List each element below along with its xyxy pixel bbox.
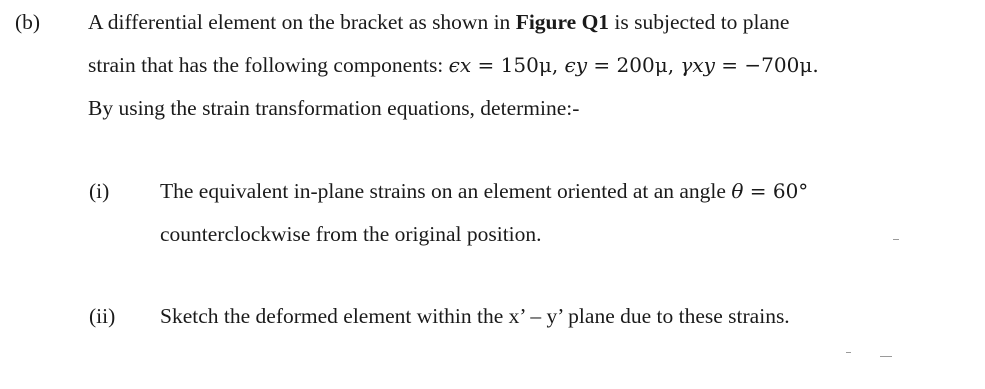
theta-equation: θ = 60° bbox=[731, 179, 809, 203]
theta-symbol: θ bbox=[731, 179, 744, 203]
figure-reference: Figure Q1 bbox=[515, 10, 610, 34]
scan-speck bbox=[846, 352, 851, 353]
theta-value: 60° bbox=[772, 179, 809, 203]
question-line-1 bbox=[88, 12, 789, 34]
sub-question-i-line-1-text: The equivalent in-plane strains on an element oriented at an angle bbox=[160, 179, 732, 203]
scan-speck bbox=[880, 356, 892, 357]
question-line-1-post: is subjected to plane bbox=[609, 10, 790, 34]
epsilon-y-symbol: ϵy bbox=[564, 53, 588, 77]
strain-components-equation: ϵx = 150μ, ϵy = 200μ, γxy = −700μ. bbox=[448, 53, 819, 77]
question-line-2 bbox=[88, 55, 819, 77]
part-label: (b) bbox=[15, 10, 41, 34]
scan-speck bbox=[893, 239, 899, 240]
question-line-1-pre: A differential element on the bracket as shown in bbox=[88, 10, 516, 34]
sub-question-i-line-1 bbox=[160, 181, 808, 203]
sub-question-ii-line-1: Sketch the deformed element within the x’ – y’ plane due to these strains. bbox=[160, 304, 790, 328]
sub-question-ii-label: (ii) bbox=[89, 304, 116, 328]
epsilon-x-symbol: ϵx bbox=[448, 53, 472, 77]
sub-question-i-label: (i) bbox=[89, 179, 110, 203]
sub-question-i-line-2: counterclockwise from the original position. bbox=[160, 222, 542, 246]
gamma-xy-symbol: γxy bbox=[680, 53, 715, 77]
gamma-xy-value: −700μ bbox=[744, 53, 813, 77]
question-line-2-text: strain that has the following components: bbox=[88, 53, 449, 77]
question-line-3: By using the strain transformation equations, determine:- bbox=[88, 96, 580, 120]
epsilon-y-value: 200μ bbox=[616, 53, 668, 77]
epsilon-x-value: 150μ bbox=[500, 53, 552, 77]
